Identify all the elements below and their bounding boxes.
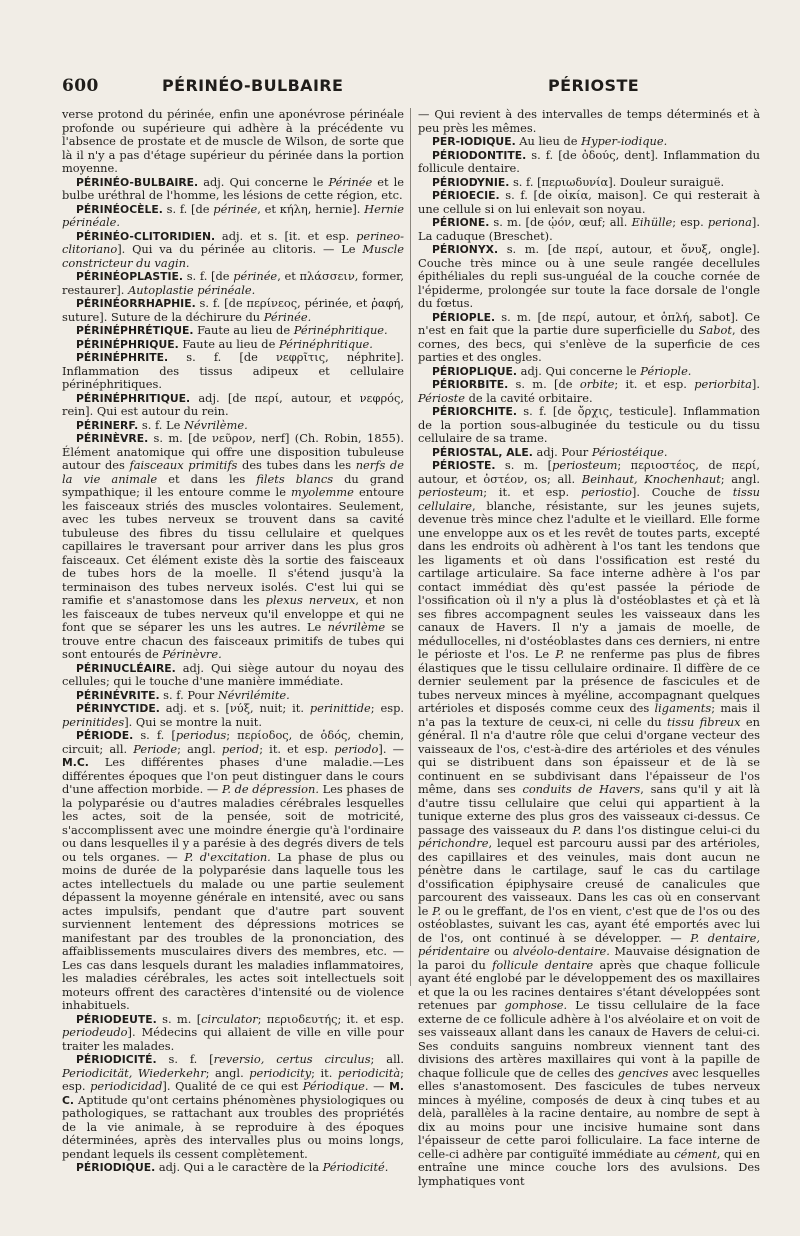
headword: PÉRIODIQUE. — [76, 1161, 156, 1174]
entry-periodique: PÉRIODIQUE. adj. Qui a le caractère de la Périodicité. — [76, 1160, 389, 1174]
headword: PÉRINERF. — [76, 418, 139, 432]
headword: PÉRINÉVRITE. — [76, 688, 160, 702]
column-rule — [410, 108, 411, 986]
headword: PÉRIODE. — [76, 729, 134, 742]
headword: M. C. — [62, 1080, 404, 1107]
headword: PÉRIODICITÉ. — [76, 1053, 157, 1066]
entry-perinyctide: PÉRINYCTIDE. adj. et s. [νύξ, nuit; it. perinittide; esp. perinitides]. Qui se montre la nuit. — [62, 701, 404, 729]
entry-perinephritique: PÉRINÉPHRITIQUE. adj. [de περί, autour, et νεφρός, rein]. Qui est autour du rein. — [62, 390, 404, 418]
headword: PÉRIODYNIE. — [432, 175, 510, 189]
headword: PÉRINÉORRHAPHIE. — [76, 297, 196, 310]
entry-periorbite: PÉRIORBITE. s. m. [de orbite; it. et esp. periorbita]. Périoste de la cavité orbitaire. — [418, 377, 760, 405]
entry-periodynie: PÉRIODYNIE. s. f. [περιωδυνία]. Douleur suraiguë. — [432, 174, 725, 189]
entry-perineorrhaphie: PÉRINÉORRHAPHIE. s. f. [de περίνεος, périnée, et ῥαφή, suture]. Suture de la déchirure du Périnée. — [62, 296, 404, 324]
page-number: 600 — [62, 76, 99, 96]
entry-periode: PÉRIODE. s. f. [periodus; περίοδος, de ὁδός, chemin, circuit; all. Periode; angl. period; it. et esp. periodo]. — M.C. Les différentes phases d'une maladie.—Les différentes époques que l'on peut distinguer dans le cours d'une affection morbide. — P. de dépression. Les phases de la polyparésie ou d'autres maladies cérébrales lesquelles les actes, soit de la pensée, soit de motricité, s'accomplissent avec une moindre énergie qu'à l'ordinaire ou dans lesquelles il y a parésie à des degrés divers de tels ou tels organes. — P. d'excitation. La phase de plus ou moins de durée de la polyparésie dans laquelle tous les actes intellectuels du malade ou une partie seulement dépassent la moyenne générale en intensité, avec ou sans actes impulsifs, pendant que d'autre part souvent surviennent lentement des dépressions motrices se manifestant par des troubles de la prononciation, des affaiblissements musculaires divers des membres, etc. — Les cas dans lesquels durant les maladies inflammatoires, les maladies cérébrales, les actes soit intellectuels soit moteurs offrent des caractères d'intensité ou de violence inhabituels. — [62, 728, 405, 1012]
headword: PÉRINÉPHRIQUE. — [76, 337, 179, 351]
entry-perineocele: PÉRINÉOCÈLE. s. f. [de périnée, et κήλη, hernie]. Hernie périnéale. — [62, 201, 404, 229]
entry-cont-qui-revient: — Qui revient à des intervalles de temps déterminés et à peu près les mêmes. — [418, 107, 760, 135]
headword: PÉRINÉOPLASTIE. — [76, 270, 183, 283]
running-head-right: PÉRIOSTE — [548, 76, 640, 95]
headword: PER-IODIQUE. — [432, 135, 516, 148]
headword: PÉRINUCLÉAIRE. — [76, 661, 176, 675]
entry-perineoplastie: PÉRINÉOPLASTIE. s. f. [de périnée, et πλάσσειν, former, restaurer]. Autoplastie périnéale. — [62, 269, 404, 297]
entry-perinerf: PÉRINERF. s. f. Le Névrilème. — [76, 417, 248, 432]
entry-perinephrique: PÉRINÉPHRIQUE. Faute au lieu de Périnéphritique. — [76, 336, 373, 351]
entry-periostal: PÉRIOSTAL, ALE. adj. Pour Périostéique. — [432, 444, 668, 459]
entry-perineo-clitoridien: PÉRINÉO-CLITORIDIEN. adj. et s. [it. et esp. perineo-clitoriano]. Qui va du périnée au clitoris. — Le Muscle constricteur du vagin. — [62, 228, 404, 270]
headword: PÉRIOPLE. — [432, 310, 496, 324]
headword: PÉRINÉPHRITIQUE. — [76, 391, 191, 405]
entry-perioste: PÉRIOSTE. s. m. [periosteum; περιοστέος, de περί, autour, et ὀστέον, os; all. Beinhaut, Knochenhaut; angl. periosteum; it. et esp. periostio]. Couche de tissu cellulaire, blanche, résistante, sur les jeunes sujets, devenue très mince chez l'adulte et le vieillard. Elle forme une enveloppe aux os et les revêt de toutes parts, excepté dans les endroits où adhèrent à l'os tant les tendons que les ligaments et où dans l'ossification est resté du cartilage articulaire. Sa face interne adhère à l'os par contact immédiat dès qu'est passée la période de l'ossification où il n'y a plus là d'ostéoblastes et çà et là ses fibres accompagnent seules les vaisseaux dans les canaux de Havers. Il n'y a jamais de moelle, de médullocelles, ni d'ostéoblastes dans ces derniers, ni entre le périoste et l'os. Le P. ne renferme pas plus de fibres élastiques que le tissu cellulaire ordinaire. Il diffère de ce dernier seulement par la présence de fascicules et de tubes nerveux minces à myéline, accompagnant quelques artérioles et disposés comme ceux des ligaments; mais il n'a pas la texture de ceux-ci, ni celle du tissu fibreux en général. Il n'a d'autre rôle que celui d'organe vecteur des vaisseaux de l'os, c'est-à-dire des artérioles et des vénules qui se distribuent dans son épaisseur et de là se continuent en se subdivisant dans l'épaisseur de l'os même, dans ses conduits de Havers, sans qu'il y ait là d'autre tissu cellulaire que celui qui appartient à la tunique externe des plus gros des vaisseaux ci-dessus. Ce passage des vaisseaux du P. dans l'os distingue celui-ci du périchondre, lequel est parcouru aussi par des artérioles, des capillaires et des veinules, mais dont aucun ne pénètre dans le cartilage, sauf le cas du cartilage d'ossification épiphysaire creusé de canalicules que parcourent des vaisseaux. Dans les cas où en conservant le P. ou le greffant, de l'os en vient, c'est que de l'os ou des ostéoblastes, suivant les cas, ayant été emportés avec lui de l'os, ont continué à se développer. — P. dentaire, péridentaire ou alvéolo-dentaire. Mauvaise désignation de la paroi du follicule dentaire après que chaque follicule ayant été englobé par le développement des os maxillaires et que la ou les racines dentaires s'étant développées sont retenues par gomphose. Le tissu cellulaire de la face externe de ce follicule adhère à l'os alvéolaire et on voit de ses vaisseaux allant dans les canaux de Havers de celui-ci. Ses conduits sanguins nombreux viennent tant des divisions des artères maxillaires qui vont à la papille de chaque follicule que de celles des gencives avec lesquelles elles s'anastomosent. Des fascicules de tubes nerveux minces à myéline, composés de deux à cinq tubes et au delà, parallèles à la racine dentaire, au nombre de sept à dix au moins pour une incisive humaine sont dans l'épaisseur de cette paroi folliculaire. La face interne de celle-ci adhère par contiguïté immédiate au cément, qui en entraîne une mince couche lors des avulsions. Des lymphatiques vont — [418, 458, 761, 1188]
headword: PÉRINÉO-BULBAIRE. — [76, 175, 199, 189]
entry-perinephretique: PÉRINÉPHRÉTIQUE. Faute au lieu de Périnéphritique. — [76, 323, 388, 337]
headword: PÉRINÈVRE. — [76, 432, 149, 445]
running-head-left: PÉRINÉO-BULBAIRE — [162, 76, 344, 95]
entry-periodeute: PÉRIODEUTE. s. m. [circulator; περιοδευτής; it. et esp. periodeudo]. Médecins qui allaient de ville en ville pour traiter les malades. — [62, 1011, 404, 1053]
entry-perione: PÉRIONE. s. m. [de ᾠόν, œuf; all. Eihülle; esp. periona]. La caduque (Breschet). — [418, 215, 760, 243]
headword: PÉRINÉOCÈLE. — [76, 202, 163, 216]
headword: PÉRIONE. — [432, 216, 490, 229]
headword: PÉRIOSTAL, ALE. — [432, 445, 533, 459]
entry-perinevre: PÉRINÈVRE. s. m. [de νεῦρον, nerf] (Ch. Robin, 1855). Élément anatomique qui offre une disposition tubuleuse autour des faisceaux primitifs des tubes dans les nerfs de la vie animale et dans les filets blancs du grand sympathique; il les entoure comme le myolemme entoure les faisceaux striés des muscles volontaires. Seulement, avec les tubes nerveux se trouvent dans sa cavité tubuleuse des fibres du tissu cellulaire et quelques capillaires le traversant pour arriver dans les plus gros faisceaux. Cet élément existe dès la sortie des faisceaux de tubes hors de la moelle. Il s'étend jusqu'à la terminaison des tubes nerveux isolés. C'est lui qui se ramifie et s'anastomose dans les plexus nerveux, et non les faisceaux de tubes nerveux qu'il enveloppe et qui ne font que se séparer les uns les autres. Le névrilème se trouve entre chacun des faisceaux primitifs de tubes qui sont entourés de Périnèvre. — [62, 431, 405, 661]
headword: PÉRINÉPHRÉTIQUE. — [76, 324, 194, 337]
entry-perinucleaire: PÉRINUCLÉAIRE. adj. Qui siège autour du noyau des cellules; qui le touche d'une manière immédiate. — [62, 660, 404, 688]
headword: PÉRINÉPHRITE. — [76, 351, 169, 364]
entry-perinephrite: PÉRINÉPHRITE. s. f. [de νεφρῖτις, néphrite]. Inflammation des tissus adipeux et cellulaire périnéphritiques. — [62, 350, 404, 391]
headword: M.C. — [62, 756, 89, 769]
headword: PÉRIONYX. — [432, 243, 499, 256]
headword: PÉRIODONTITE. — [432, 148, 527, 162]
entry-cont-verse: verse protond du périnée, enfin une aponévrose périnéale profonde ou supérieure qui adhère à la précédente vu l'absence de prostate et de muscle de Wilson, de sorte que là il n'y a pas d'étage supérieur du périnée dans la portion moyenne. — [62, 107, 404, 175]
entry-perineo-bulbaire: PÉRINÉO-BULBAIRE. adj. Qui concerne le Périnée et le bulbe uréthral de l'homme, les lésions de cette région, etc. — [62, 174, 404, 202]
entry-periople: PÉRIOPLE. s. m. [de περί, autour, et ὁπλή, sabot]. Ce n'est en fait que la partie dure superficielle du Sabot, des cornes, des becs, qui s'enlève de la superficie de ces parties et des ongles. — [418, 309, 760, 364]
entry-per-iodique: PER-IODIQUE. Au lieu de Hyper-iodique. — [432, 134, 668, 148]
headword: PÉRIORBITE. — [432, 378, 509, 391]
entry-periodicite: PÉRIODICITÉ. s. f. [reversio, certus circulus; all. Periodicität, Wiederkehr; angl. periodicity; it. periodicità; esp. periodicidad]. Qualité de ce qui est Périodique. — M. C. Aptitude qu'ont certains phénomènes physiologiques ou pathologiques, se rattachant aux troubles des propriétés de la vie animale, à se reproduire à des époques déterminées, après des intervalles plus ou moins longs, pendant lequels ils cessent complètement. — [62, 1052, 405, 1161]
headword: PÉRIORCHITE. — [432, 405, 517, 418]
headword: PÉRINÉO-CLITORIDIEN. — [76, 229, 216, 243]
entry-periorchite: PÉRIORCHITE. s. f. [de ὄρχις, testicule]. Inflammation de la portion sous-albuginée du testicule ou du tissu cellulaire de sa trame. — [418, 404, 760, 445]
headword: PÉRIODEUTE. — [76, 1012, 157, 1026]
entry-perioplique: PÉRIOPLIQUE. adj. Qui concerne le Périople. — [432, 363, 692, 378]
page-header — [0, 76, 800, 106]
entry-perioecie: PÉRIOECIE. s. f. [de οἰκία, maison]. Ce qui resterait à une cellule si on lui enlevait son noyau. — [418, 188, 760, 216]
headword: PÉRIOSTE. — [432, 459, 496, 472]
headword: PÉRINYCTIDE. — [76, 702, 160, 715]
entry-perinevrite: PÉRINÉVRITE. s. f. Pour Névrilémite. — [76, 687, 290, 702]
entry-perionyx: PÉRIONYX. s. m. [de περί, autour, et ὄνυξ, ongle]. Couche très mince ou à une seule rangée decellules épithéliales du repli sus-unguéal de la couche cornée de l'épiderme, prolongée sur toute la face dorsale de l'ongle du fœtus. — [418, 242, 760, 310]
headword: PÉRIOPLIQUE. — [432, 364, 518, 378]
left-column — [62, 108, 404, 1175]
entry-periodontite: PÉRIODONTITE. s. f. [de ὀδούς, dent]. Inflammation du follicule dentaire. — [418, 147, 760, 175]
right-column — [418, 108, 760, 1188]
headword: PÉRIOECIE. — [432, 189, 500, 202]
